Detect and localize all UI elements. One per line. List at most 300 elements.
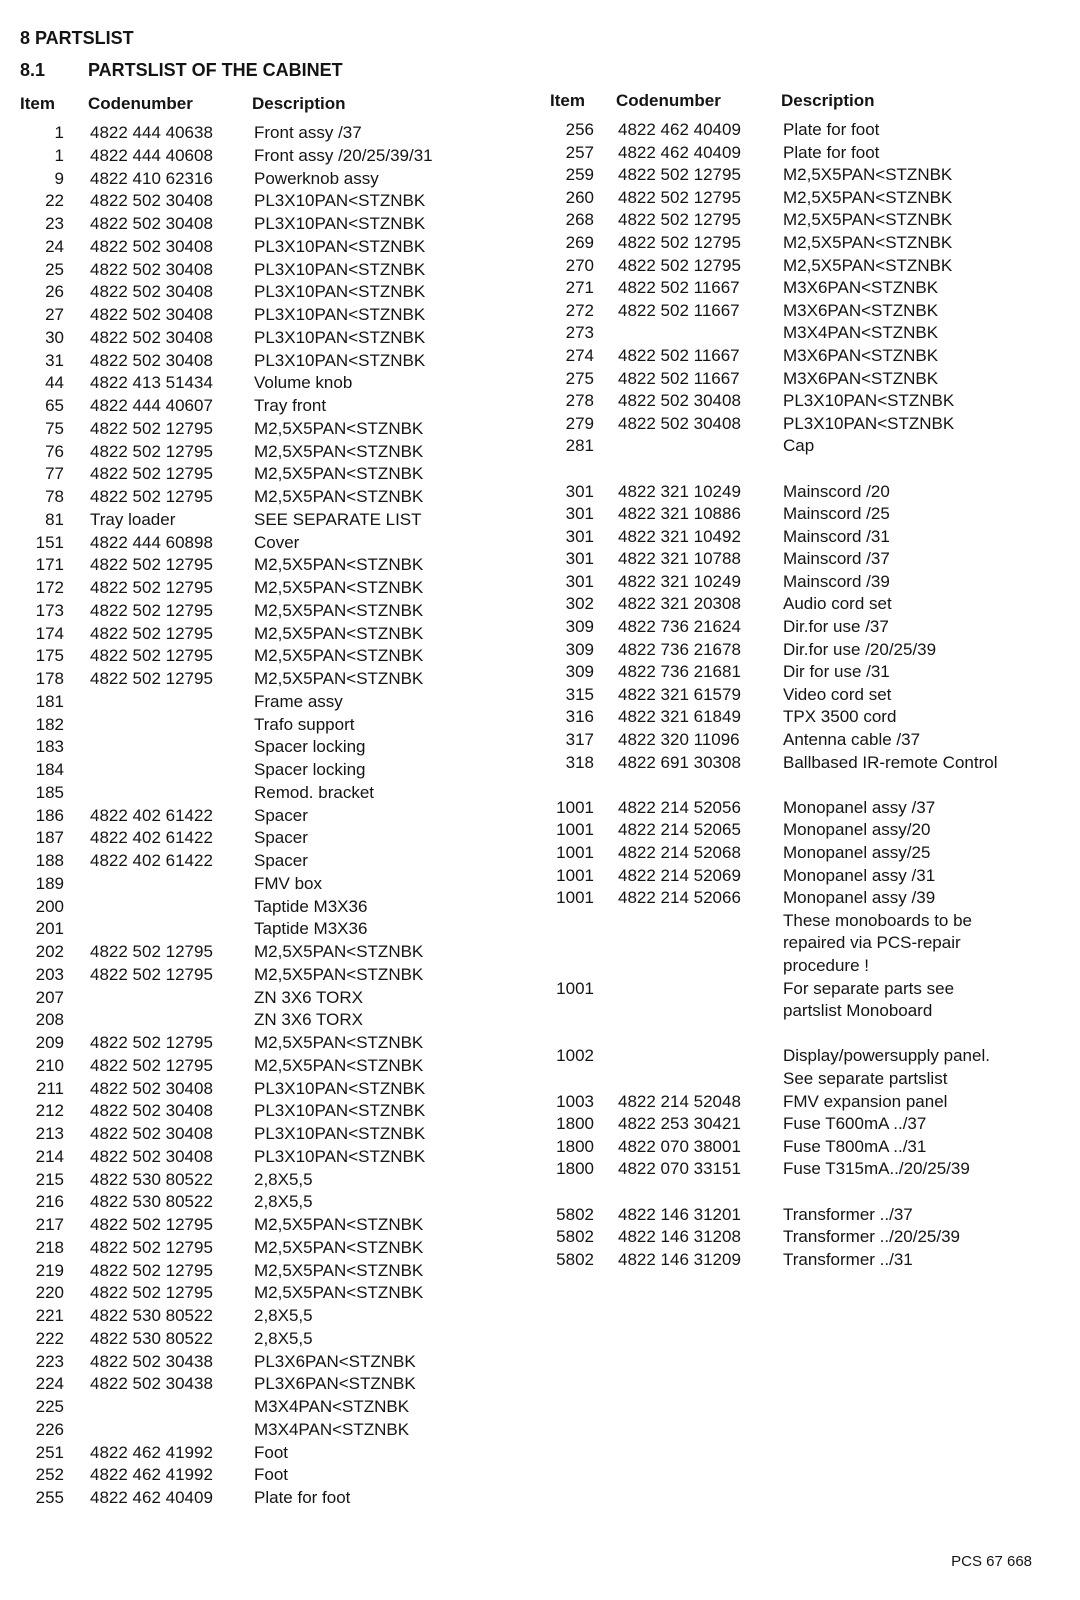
- codenumber: 4822 736 21678: [618, 639, 741, 659]
- codenumber: 4822 070 33151: [618, 1159, 741, 1179]
- table-row: [18, 372, 538, 395]
- description: PL3X10PAN<STZNBK: [254, 1078, 426, 1098]
- table-row: [18, 645, 538, 668]
- item-number: 301: [565, 549, 594, 569]
- table-row: [548, 368, 1058, 391]
- table-row: [18, 418, 538, 441]
- codenumber: 4822 462 40409: [618, 120, 741, 139]
- codenumber: 4822 444 60898: [90, 532, 213, 552]
- header-description: Description: [252, 94, 346, 113]
- codenumber: 4822 070 38001: [618, 1136, 741, 1156]
- item-number: 302: [565, 594, 594, 614]
- table-row: [18, 1146, 538, 1169]
- item-number: 1001: [556, 820, 594, 840]
- table-row: [548, 322, 1058, 345]
- table-row: [18, 827, 538, 850]
- table-row: [18, 1100, 538, 1123]
- table-row: [548, 119, 1058, 142]
- item-number: 220: [35, 1283, 64, 1303]
- codenumber: 4822 502 12795: [90, 578, 213, 597]
- item-number: 271: [565, 278, 594, 298]
- table-row: [548, 1045, 1058, 1068]
- description: Transformer ../20/25/39: [783, 1227, 961, 1247]
- table-row: [18, 1191, 538, 1214]
- item-number: 1001: [556, 797, 594, 817]
- item-number: 200: [35, 896, 64, 916]
- item-number: 77: [45, 464, 64, 484]
- codenumber: 4822 146 31209: [618, 1249, 741, 1269]
- table-row: [548, 503, 1058, 526]
- table-row: [548, 797, 1058, 820]
- description: Foot: [254, 1465, 289, 1485]
- codenumber: 4822 502 30408: [90, 236, 213, 256]
- codenumber: 4822 444 40607: [90, 396, 213, 415]
- item-number: 184: [35, 760, 64, 779]
- description: M3X4PAN<STZNBK: [254, 1397, 410, 1416]
- table-row: [548, 142, 1058, 165]
- description: Monopanel assy /31: [783, 865, 936, 885]
- table-row: [18, 1214, 538, 1237]
- table-row: [548, 300, 1058, 323]
- item-number: 210: [35, 1055, 64, 1075]
- description: Monopanel assy/25: [783, 843, 931, 862]
- table-row: [548, 910, 1058, 933]
- codenumber: 4822 502 30408: [90, 1101, 213, 1121]
- item-number: 1002: [556, 1046, 594, 1066]
- description: PL3X6PAN<STZNBK: [254, 1374, 416, 1394]
- codenumber: 4822 502 11667: [618, 345, 740, 365]
- codenumber: 4822 502 12795: [90, 1237, 213, 1257]
- codenumber: 4822 214 52056: [618, 797, 741, 817]
- codenumber: 4822 462 40409: [90, 1488, 213, 1507]
- description: PL3X10PAN<STZNBK: [783, 391, 955, 411]
- table-row: [548, 819, 1058, 842]
- item-number: 301: [565, 504, 594, 524]
- item-number: 181: [35, 691, 64, 711]
- description: M2,5X5PAN<STZNBK: [254, 418, 424, 438]
- description: M2,5X5PAN<STZNBK: [254, 623, 424, 643]
- table-row: [18, 668, 538, 691]
- item-number: 217: [35, 1215, 64, 1234]
- table-row: [18, 236, 538, 259]
- description: Trafo support: [254, 714, 355, 734]
- item-number: 189: [35, 873, 64, 893]
- description: M3X6PAN<STZNBK: [783, 345, 939, 365]
- table-row: [548, 345, 1058, 368]
- item-number: 255: [35, 1488, 64, 1507]
- item-number: 259: [565, 165, 594, 185]
- codenumber: 4822 321 10249: [618, 481, 741, 501]
- table-row: [548, 684, 1058, 707]
- description: Dir.for use /20/25/39: [783, 639, 937, 659]
- codenumber: 4822 502 12795: [618, 232, 741, 252]
- description: ZN 3X6 TORX: [254, 1010, 363, 1030]
- description: Mainscord /37: [783, 549, 890, 569]
- description: SEE SEPARATE LIST: [254, 509, 422, 529]
- codenumber: 4822 691 30308: [618, 752, 741, 772]
- table-row: [548, 661, 1058, 684]
- description: M2,5X5PAN<STZNBK: [254, 1033, 424, 1052]
- description: Frame assy: [254, 691, 343, 711]
- description: procedure !: [783, 955, 869, 975]
- description: FMV box: [254, 873, 323, 893]
- description: M2,5X5PAN<STZNBK: [254, 464, 424, 484]
- codenumber: 4822 462 41992: [90, 1442, 213, 1462]
- description: M2,5X5PAN<STZNBK: [254, 1237, 424, 1257]
- table-row: [18, 304, 538, 327]
- table-row: [18, 1123, 538, 1146]
- table-row: [18, 714, 538, 737]
- table-row: [18, 782, 538, 805]
- item-number: 278: [565, 391, 594, 411]
- codenumber: 4822 530 80522: [90, 1306, 213, 1325]
- table-row: [548, 548, 1058, 571]
- description: M2,5X5PAN<STZNBK: [254, 1260, 424, 1280]
- codenumber: 4822 530 80522: [90, 1192, 213, 1212]
- table-row: [18, 623, 538, 646]
- item-number: 224: [35, 1374, 64, 1394]
- item-number: 309: [565, 617, 594, 637]
- item-number: 24: [45, 236, 64, 256]
- table-row: [18, 1305, 538, 1328]
- codenumber: 4822 502 12795: [90, 646, 213, 666]
- description: M2,5X5PAN<STZNBK: [254, 942, 424, 961]
- item-number: 256: [565, 120, 594, 139]
- table-row: [18, 1078, 538, 1101]
- codenumber: 4822 146 31208: [618, 1227, 741, 1247]
- table-row: [18, 509, 538, 532]
- codenumber: 4822 502 30408: [90, 1078, 213, 1098]
- item-number: 301: [565, 526, 594, 546]
- item-number: 182: [35, 714, 64, 734]
- codenumber: 4822 321 10788: [618, 549, 741, 569]
- table-row: [548, 526, 1058, 549]
- item-number: 22: [45, 191, 64, 211]
- description: Tray front: [254, 396, 327, 415]
- description: M2,5X5PAN<STZNBK: [783, 232, 953, 252]
- description: PL3X10PAN<STZNBK: [254, 1124, 426, 1143]
- codenumber: 4822 502 12795: [618, 187, 741, 207]
- codenumber: 4822 502 12795: [90, 1260, 213, 1280]
- codenumber: 4822 502 11667: [618, 300, 740, 320]
- item-number: 213: [35, 1124, 64, 1143]
- item-number: 1001: [556, 843, 594, 862]
- item-number: 178: [35, 669, 64, 688]
- description: M3X4PAN<STZNBK: [783, 323, 939, 343]
- description: Plate for foot: [254, 1488, 351, 1507]
- description: M3X6PAN<STZNBK: [783, 278, 939, 298]
- table-row: [18, 896, 538, 919]
- table-row: [548, 1181, 1058, 1204]
- description: Mainscord /20: [783, 481, 890, 501]
- item-number: 26: [45, 282, 64, 302]
- item-number: 252: [35, 1465, 64, 1485]
- item-number: 268: [565, 210, 594, 230]
- header-codenumber: Codenumber: [88, 94, 193, 113]
- item-number: 1800: [556, 1159, 594, 1179]
- item-number: 183: [35, 737, 64, 757]
- description: Antenna cable /37: [783, 730, 921, 750]
- description: Spacer: [254, 805, 308, 825]
- codenumber: 4822 502 12795: [90, 1033, 213, 1052]
- item-number: 65: [45, 396, 64, 415]
- item-number: 211: [36, 1078, 64, 1098]
- description: Volume knob: [254, 373, 353, 393]
- item-number: 202: [35, 942, 64, 961]
- table-row: [18, 213, 538, 236]
- table-row: [18, 1419, 538, 1442]
- table-row: [548, 752, 1058, 775]
- item-number: 1003: [556, 1091, 594, 1111]
- parts-table-right: [548, 91, 1058, 1271]
- item-number: 317: [565, 730, 594, 750]
- description: PL3X10PAN<STZNBK: [783, 413, 955, 433]
- table-row: [548, 164, 1058, 187]
- item-number: 173: [35, 600, 64, 620]
- codenumber: 4822 502 12795: [90, 669, 213, 688]
- codenumber: 4822 214 52069: [618, 865, 741, 885]
- description: PL3X10PAN<STZNBK: [254, 214, 426, 233]
- item-number: 171: [35, 555, 64, 575]
- table-row: [548, 1136, 1058, 1159]
- subsection-title: PARTSLIST OF THE CABINET: [88, 60, 343, 80]
- description: Powerknob assy: [254, 168, 379, 188]
- description: M2,5X5PAN<STZNBK: [254, 487, 424, 506]
- codenumber: 4822 736 21681: [618, 662, 741, 682]
- description: PL3X6PAN<STZNBK: [254, 1351, 416, 1371]
- codenumber: 4822 321 10249: [618, 571, 741, 591]
- item-number: 1001: [556, 888, 594, 908]
- description: Ballbased IR-remote Control: [783, 752, 998, 772]
- table-row: [18, 1487, 538, 1510]
- table-row: [18, 395, 538, 418]
- item-number: 316: [565, 707, 594, 727]
- description: Mainscord /25: [783, 504, 890, 524]
- table-row: [18, 1328, 538, 1351]
- codenumber: 4822 502 30408: [618, 413, 741, 433]
- table-row: [548, 1249, 1058, 1272]
- description: Front assy /20/25/39/31: [254, 145, 433, 165]
- table-row: [548, 978, 1058, 1001]
- description: PL3X10PAN<STZNBK: [254, 305, 426, 324]
- description: M2,5X5PAN<STZNBK: [254, 441, 424, 461]
- description: M2,5X5PAN<STZNBK: [783, 165, 953, 185]
- table-row: [18, 941, 538, 964]
- description: Mainscord /31: [783, 526, 890, 546]
- table-row: [548, 955, 1058, 978]
- codenumber: 4822 321 61849: [618, 707, 741, 727]
- item-number: 270: [565, 255, 594, 275]
- item-number: 219: [35, 1260, 64, 1280]
- subsection-number: 8.1: [20, 60, 46, 80]
- description: Taptide M3X36: [254, 896, 368, 916]
- item-number: 226: [35, 1419, 64, 1439]
- item-number: 1: [54, 123, 64, 142]
- item-number: 44: [45, 373, 64, 393]
- table-row: [18, 1260, 538, 1283]
- description: Fuse T800mA ../31: [783, 1136, 927, 1156]
- codenumber: 4822 736 21624: [618, 617, 741, 637]
- description: M3X6PAN<STZNBK: [783, 368, 939, 388]
- description: M2,5X5PAN<STZNBK: [254, 964, 424, 984]
- table-row: [548, 729, 1058, 752]
- table-row: [548, 1113, 1058, 1136]
- item-number: 207: [35, 987, 64, 1007]
- codenumber: 4822 502 12795: [90, 964, 213, 984]
- table-row: [548, 1158, 1058, 1181]
- table-row: [548, 1204, 1058, 1227]
- description: PL3X10PAN<STZNBK: [254, 236, 426, 256]
- description: 2,8X5,5: [254, 1306, 313, 1325]
- description: PL3X10PAN<STZNBK: [254, 350, 426, 370]
- item-number: 201: [35, 919, 64, 939]
- table-row: [548, 1091, 1058, 1114]
- item-number: 151: [35, 532, 64, 552]
- item-number: 309: [565, 639, 594, 659]
- description: Taptide M3X36: [254, 919, 368, 939]
- codenumber: 4822 502 30408: [90, 191, 213, 211]
- item-number: 5802: [556, 1249, 594, 1269]
- codenumber: 4822 502 30408: [90, 1146, 213, 1166]
- description: Cover: [254, 532, 300, 552]
- description: Spacer locking: [254, 760, 366, 779]
- table-row: [18, 850, 538, 873]
- table-row: [18, 441, 538, 464]
- item-number: 215: [35, 1169, 64, 1189]
- table-row: [548, 616, 1058, 639]
- description: M2,5X5PAN<STZNBK: [254, 1283, 424, 1303]
- codenumber: 4822 502 30408: [90, 305, 213, 324]
- table-body-right: [548, 119, 1058, 1271]
- codenumber: 4822 214 52066: [618, 888, 741, 908]
- description: PL3X10PAN<STZNBK: [254, 1146, 426, 1166]
- item-number: 272: [565, 300, 594, 320]
- codenumber: 4822 444 40638: [90, 123, 213, 142]
- codenumber: 4822 502 30438: [90, 1351, 213, 1371]
- table-row: [18, 1373, 538, 1396]
- description: Cap: [783, 436, 815, 456]
- table-row: [548, 1000, 1058, 1023]
- codenumber: 4822 321 61579: [618, 684, 741, 704]
- table-row: [18, 1169, 538, 1192]
- table-row: [548, 639, 1058, 662]
- item-number: 27: [45, 305, 64, 324]
- description: M3X6PAN<STZNBK: [783, 300, 939, 320]
- table-row: [18, 122, 538, 145]
- table-row: [548, 1068, 1058, 1091]
- table-row: [18, 1237, 538, 1260]
- description: PL3X10PAN<STZNBK: [254, 282, 426, 302]
- codenumber: 4822 502 12795: [90, 555, 213, 575]
- codenumber: 4822 502 12795: [90, 1283, 213, 1303]
- codenumber: 4822 502 12795: [90, 1055, 213, 1075]
- description: Monopanel assy /37: [783, 797, 936, 817]
- codenumber: 4822 502 30408: [90, 282, 213, 302]
- item-number: 188: [35, 851, 64, 870]
- codenumber: 4822 502 11667: [618, 368, 740, 388]
- description: FMV expansion panel: [783, 1091, 948, 1111]
- item-number: 221: [35, 1306, 64, 1325]
- codenumber: 4822 320 11096: [618, 730, 740, 750]
- codenumber: 4822 530 80522: [90, 1328, 213, 1348]
- table-row: [548, 458, 1058, 481]
- table-row: [548, 842, 1058, 865]
- table-row: [18, 1032, 538, 1055]
- item-number: 187: [35, 828, 64, 848]
- description: repaired via PCS-repair: [783, 933, 961, 953]
- description: PL3X10PAN<STZNBK: [254, 327, 426, 347]
- codenumber: 4822 502 30408: [618, 391, 741, 411]
- codenumber: 4822 502 12795: [90, 487, 213, 506]
- table-row: [548, 277, 1058, 300]
- item-number: 216: [35, 1192, 64, 1212]
- item-number: 1: [54, 145, 64, 165]
- table-row: [548, 774, 1058, 797]
- item-number: 315: [565, 684, 594, 704]
- item-number: 309: [565, 662, 594, 682]
- table-row: [18, 1351, 538, 1374]
- codenumber: 4822 214 52048: [618, 1091, 741, 1111]
- table-row: [18, 964, 538, 987]
- codenumber: 4822 402 61422: [90, 828, 213, 848]
- header-codenumber: Codenumber: [616, 91, 721, 110]
- description: M2,5X5PAN<STZNBK: [254, 1215, 424, 1234]
- document-code: PCS 67 668: [951, 1553, 1032, 1570]
- item-number: 175: [35, 646, 64, 666]
- description: M2,5X5PAN<STZNBK: [254, 669, 424, 688]
- item-number: 273: [565, 323, 594, 343]
- description: M2,5X5PAN<STZNBK: [254, 646, 424, 666]
- description: Audio cord set: [783, 594, 892, 614]
- codenumber: 4822 502 11667: [618, 278, 740, 298]
- codenumber: 4822 502 30408: [90, 214, 213, 233]
- item-number: 185: [35, 782, 64, 802]
- item-number: 25: [45, 259, 64, 279]
- table-row: [548, 932, 1058, 955]
- item-number: 281: [565, 436, 594, 456]
- table-row: [18, 532, 538, 555]
- item-number: 212: [35, 1101, 64, 1121]
- item-number: 1001: [556, 978, 594, 998]
- table-header: [548, 91, 1058, 119]
- table-row: [18, 736, 538, 759]
- codenumber: 4822 502 12795: [90, 418, 213, 438]
- table-row: [18, 281, 538, 304]
- description: Remod. bracket: [254, 782, 374, 802]
- codenumber: 4822 214 52068: [618, 843, 741, 862]
- codenumber: 4822 502 30408: [90, 259, 213, 279]
- codenumber: 4822 253 30421: [618, 1114, 741, 1134]
- description: Foot: [254, 1442, 289, 1462]
- table-row: [18, 554, 538, 577]
- table-row: [548, 1023, 1058, 1046]
- codenumber: 4822 502 12795: [618, 165, 741, 185]
- description: partslist Monoboard: [783, 1001, 933, 1021]
- table-row: [18, 350, 538, 373]
- item-number: 218: [35, 1237, 64, 1257]
- description: Monopanel assy/20: [783, 820, 931, 840]
- table-row: [18, 1009, 538, 1032]
- table-row: [548, 413, 1058, 436]
- codenumber: 4822 402 61422: [90, 851, 213, 870]
- item-number: 209: [35, 1033, 64, 1052]
- item-number: 186: [35, 805, 64, 825]
- description: Monopanel assy /39: [783, 888, 936, 908]
- description: M2,5X5PAN<STZNBK: [254, 1055, 424, 1075]
- table-row: [18, 168, 538, 191]
- item-number: 279: [565, 413, 594, 433]
- codenumber: 4822 502 12795: [90, 441, 213, 461]
